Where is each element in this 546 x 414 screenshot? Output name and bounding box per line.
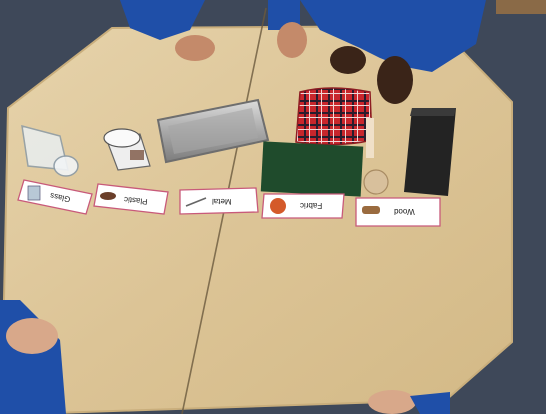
green-felt (261, 141, 363, 196)
card-text-plastic: Plastic (123, 194, 148, 207)
cabinet-edge (496, 0, 546, 14)
card-text-glass: Glass (49, 190, 72, 205)
child-bottom-right (368, 390, 450, 414)
card-text-fabric: Fabric (300, 201, 323, 210)
wood-block (404, 108, 456, 196)
glass-icon (28, 186, 40, 200)
card-text-metal: Metal (211, 196, 232, 207)
jumper-icon (270, 198, 286, 214)
wood-log-icon (362, 206, 380, 214)
card-text-wood: Wood (394, 207, 415, 216)
plastic-bottle-icon (100, 192, 116, 200)
wooden-disc (364, 170, 388, 194)
